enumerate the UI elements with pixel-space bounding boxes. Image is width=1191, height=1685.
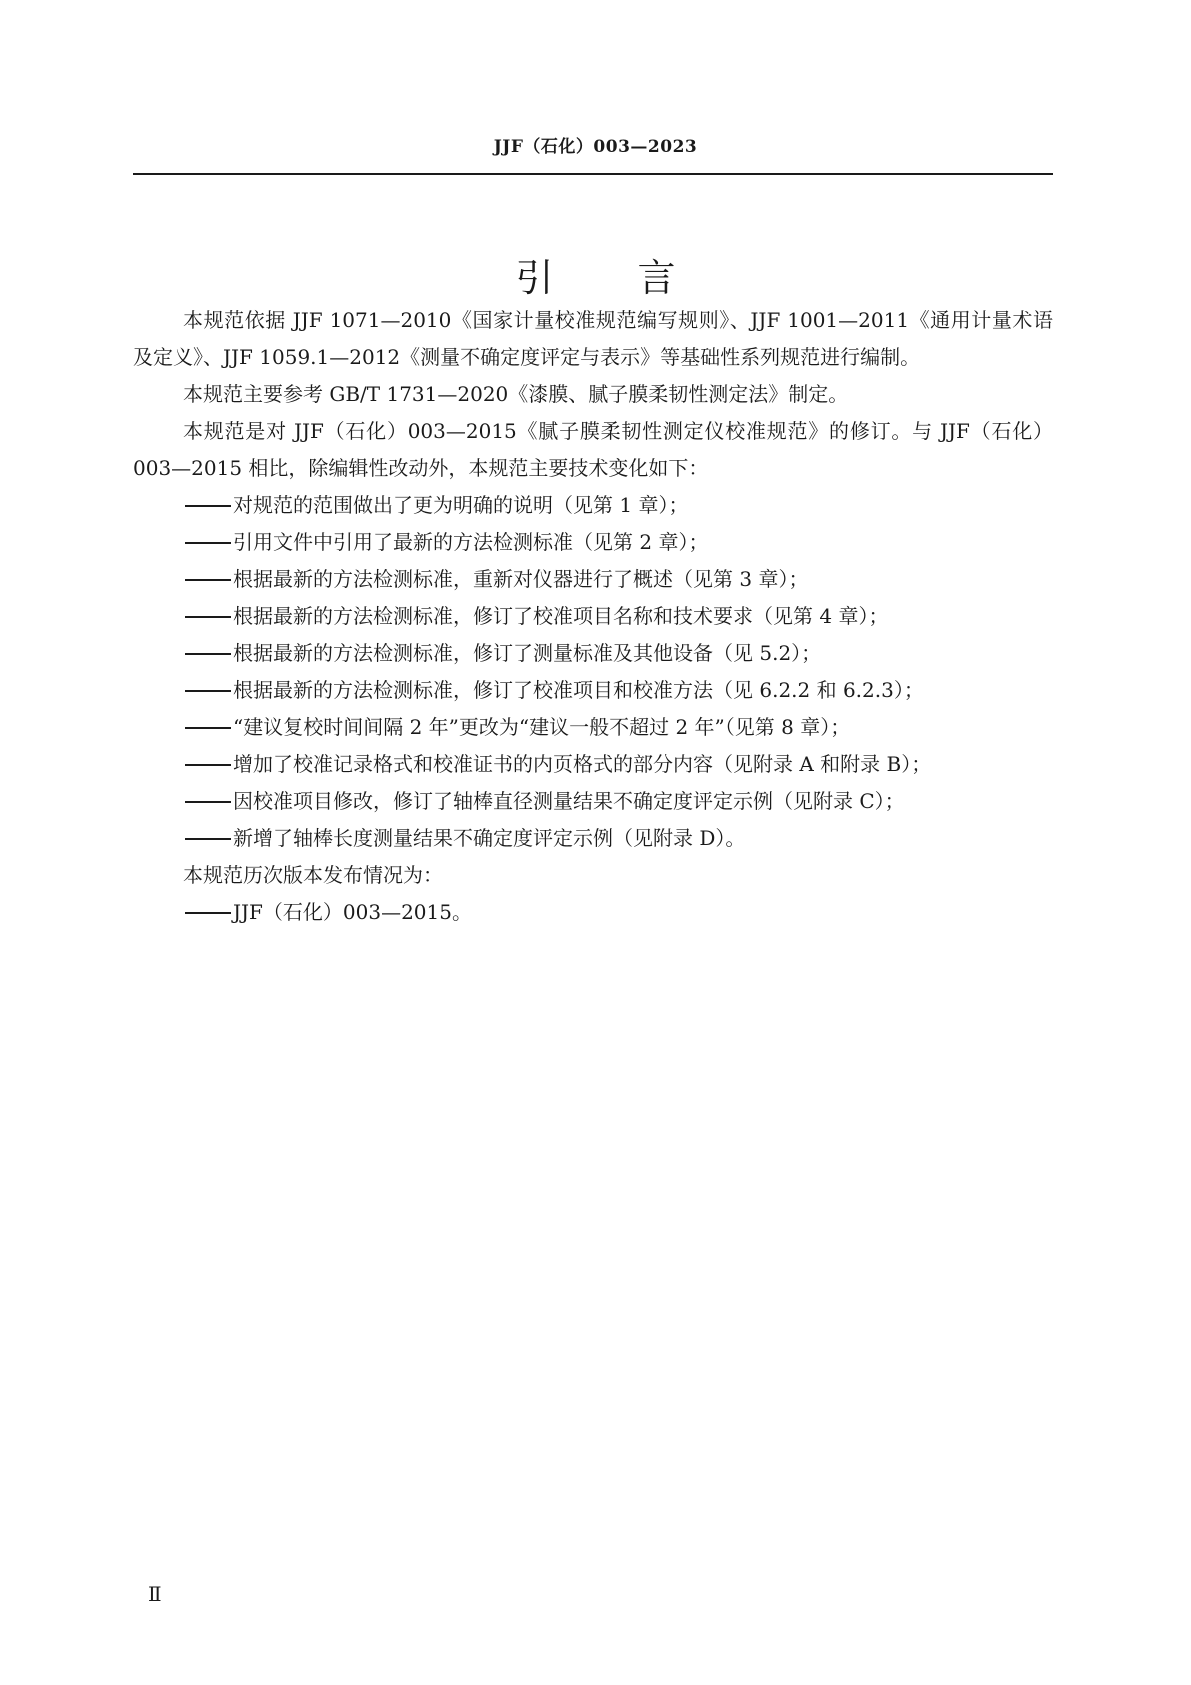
page-number: Ⅱ: [148, 1582, 162, 1606]
history-item: JJF（石化）003—2015。: [133, 894, 1053, 931]
page-title: 引言: [515, 256, 760, 301]
paragraph-revision: 本规范是对 JJF（石化）003—2015《腻子膜柔韧性测定仪校准规范》的修订。与 JJF（石化）003—2015 相比，除编辑性改动外，本规范主要技术变化如下：: [133, 419, 1053, 480]
list-item: 根据最新的方法检测标准，修订了校准项目和校准方法（见 6.2.2 和 6.2.3）；: [133, 672, 1053, 709]
paragraph-basis: 本规范依据 JJF 1071—2010《国家计量校准规范编写规则》、JJF 1001—2011《通用计量术语及定义》、JJF 1059.1—2012《测量不确定度评定与表示》等基础性系列规范进行编制。: [133, 308, 1053, 369]
document-code-header: JJF（石化）003—2023: [493, 137, 698, 157]
list-item: 因校准项目修改，修订了轴棒直径测量结果不确定度评定示例（见附录 C）；: [133, 783, 1053, 820]
paragraph-history-intro: 本规范历次版本发布情况为：: [183, 863, 443, 887]
dash-icon: [183, 613, 231, 623]
dash-icon: [183, 835, 231, 845]
dash-icon: [183, 687, 231, 697]
list-item: 增加了校准记录格式和校准证书的内页格式的部分内容（见附录 A 和附录 B）；: [133, 746, 1053, 783]
list-item: 根据最新的方法检测标准，修订了校准项目名称和技术要求（见第 4 章）；: [133, 598, 1053, 635]
list-item: 根据最新的方法检测标准，修订了测量标准及其他设备（见 5.2）；: [133, 635, 1053, 672]
list-item: 根据最新的方法检测标准，重新对仪器进行了概述（见第 3 章）；: [133, 561, 1053, 598]
dash-icon: [183, 502, 231, 512]
dash-icon: [183, 539, 231, 549]
list-item: “建议复校时间间隔 2 年”更改为“建议一般不超过 2 年”（见第 8 章）；: [133, 709, 1053, 746]
dash-icon: [183, 650, 231, 660]
introduction-body: [133, 302, 1053, 931]
list-item: 对规范的范围做出了更为明确的说明（见第 1 章）；: [133, 487, 1053, 524]
dash-icon: [183, 724, 231, 734]
dash-icon: [183, 798, 231, 808]
changes-list: [133, 487, 1053, 857]
dash-icon: [183, 576, 231, 586]
dash-icon: [183, 761, 231, 771]
header-divider: [133, 173, 1053, 175]
list-item: 新增了轴棒长度测量结果不确定度评定示例（见附录 D）。: [133, 820, 1053, 857]
list-item: 引用文件中引用了最新的方法检测标准（见第 2 章）；: [133, 524, 1053, 561]
dash-icon: [183, 909, 231, 919]
paragraph-reference: 本规范主要参考 GB/T 1731—2020《漆膜、腻子膜柔韧性测定法》制定。: [183, 382, 849, 406]
